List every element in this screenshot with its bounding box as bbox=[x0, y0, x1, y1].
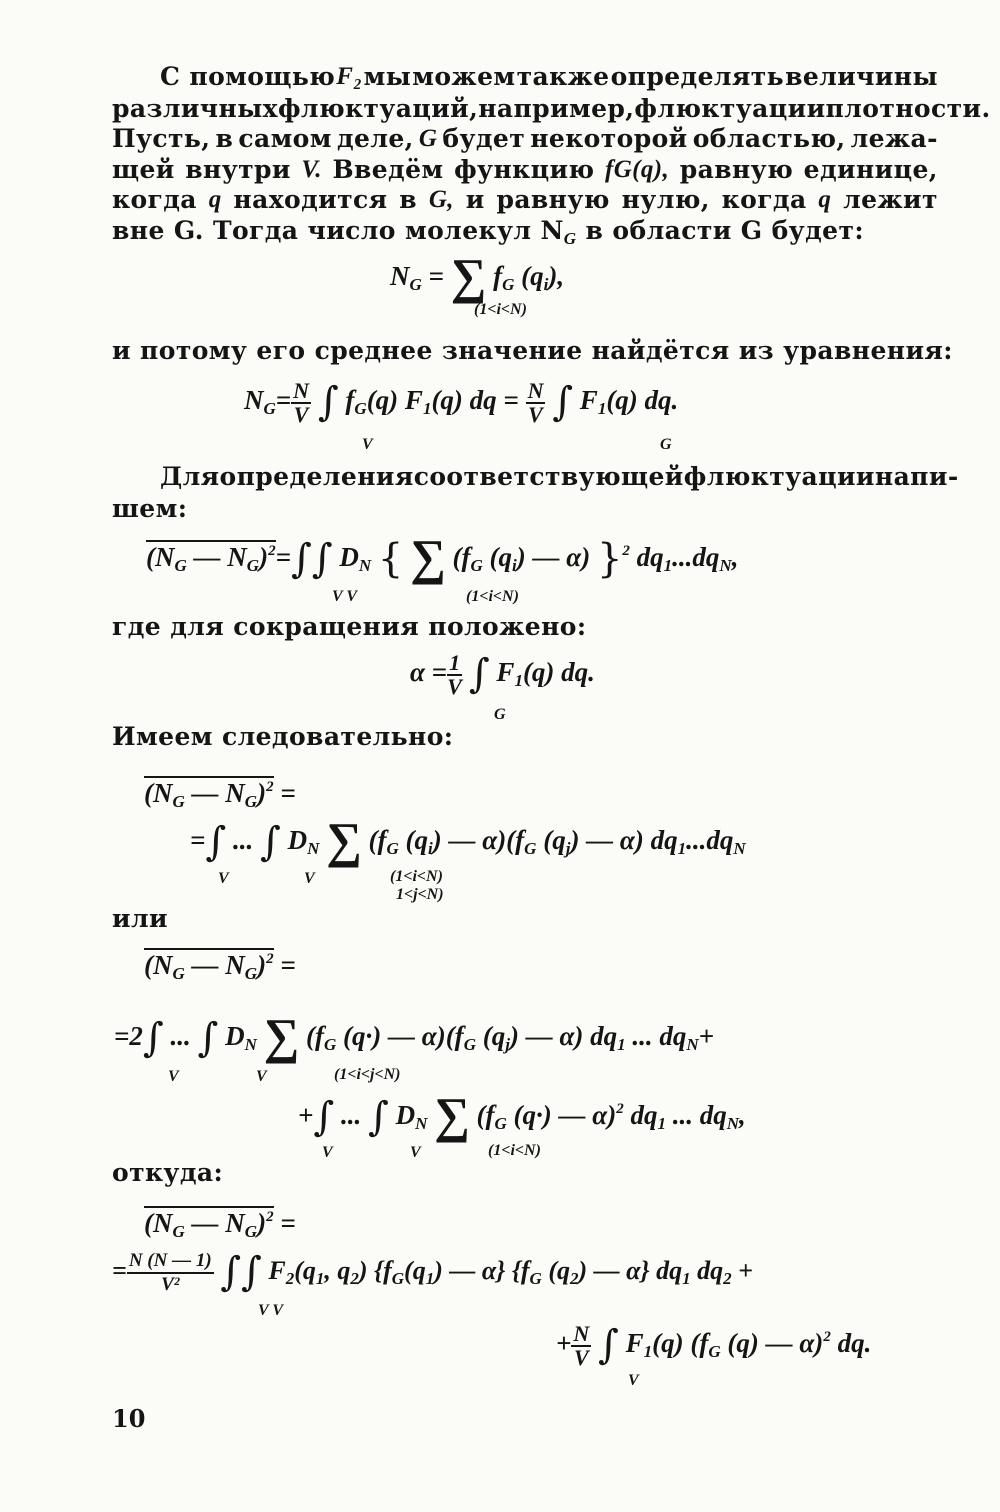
subscript: N bbox=[415, 1114, 428, 1133]
subscript: N bbox=[726, 1114, 739, 1133]
symbol: , bbox=[738, 1100, 746, 1130]
integral-limit: V bbox=[304, 870, 315, 887]
word: флюктуации bbox=[683, 462, 875, 491]
subscript: G bbox=[502, 275, 515, 294]
ellipsis: ... bbox=[340, 1100, 362, 1130]
subscript: 1 bbox=[657, 1114, 666, 1133]
superscript: 2 bbox=[616, 1101, 624, 1117]
sum-limits: (1<i<N) bbox=[474, 301, 527, 318]
subscript: G bbox=[172, 792, 185, 811]
subscript: G bbox=[470, 556, 483, 575]
subscript: G bbox=[409, 275, 422, 294]
subscript: i bbox=[512, 556, 517, 575]
symbol: , bbox=[731, 542, 739, 572]
symbol: D bbox=[395, 1100, 416, 1130]
symbol: dq bbox=[690, 1255, 724, 1285]
word: q bbox=[208, 186, 222, 213]
equation-6-lhs bbox=[144, 942, 296, 991]
brace: } bbox=[596, 536, 623, 582]
word: когда bbox=[721, 185, 807, 214]
symbol: (N bbox=[144, 950, 173, 980]
integral-sign: ∫ bbox=[367, 1094, 389, 1140]
symbol: ) — α)(f bbox=[432, 825, 525, 855]
subscript: G bbox=[563, 229, 577, 248]
ellipsis: ... bbox=[170, 1021, 191, 1051]
denominator: V² bbox=[161, 1274, 180, 1295]
paragraph-6: или bbox=[112, 904, 168, 933]
sum-limits: 1<j<N) bbox=[396, 886, 444, 903]
symbol: ) {f bbox=[358, 1255, 392, 1285]
subscript: G bbox=[244, 1222, 258, 1241]
integral-sign: ∫ bbox=[197, 1015, 219, 1061]
subscript: G bbox=[529, 1268, 542, 1288]
word: областью, bbox=[692, 124, 846, 153]
symbol: (q) dq. bbox=[606, 385, 679, 416]
equals-sign: = bbox=[273, 950, 296, 980]
sum-sign: ∑ bbox=[434, 1087, 470, 1143]
equation-4 bbox=[410, 652, 595, 698]
paragraph-1-line-5 bbox=[112, 185, 938, 215]
symbol: ) — α) dq bbox=[509, 1021, 618, 1051]
word: fG(q), bbox=[605, 156, 670, 183]
subscript: 1 bbox=[643, 1342, 653, 1361]
plus-sign: + bbox=[298, 1100, 314, 1130]
numerator: 1 bbox=[449, 650, 461, 675]
superscript: 2 bbox=[622, 543, 630, 559]
symbol: — N bbox=[184, 1208, 245, 1238]
integral-sign: ∫ bbox=[142, 1015, 164, 1061]
ellipsis: ... bbox=[232, 825, 254, 855]
integral-limit: V bbox=[410, 1144, 421, 1161]
subscript: N bbox=[719, 556, 732, 575]
subscript: N bbox=[358, 556, 372, 575]
symbol: ) bbox=[257, 778, 267, 808]
symbol: F bbox=[268, 1255, 286, 1285]
paragraph-5: Имеем следовательно: bbox=[112, 722, 454, 751]
numerator: N (N — 1) bbox=[127, 1250, 214, 1274]
word: можем bbox=[412, 62, 516, 91]
symbol: (q·) — α) bbox=[506, 1100, 617, 1130]
word: в bbox=[399, 185, 418, 214]
word: функцию bbox=[454, 155, 595, 184]
integral-limit: V bbox=[218, 870, 229, 887]
denominator: V bbox=[447, 674, 462, 699]
paragraph-1-line-2 bbox=[112, 94, 991, 124]
symbol: (f bbox=[476, 1100, 495, 1130]
equation-7-row-1 bbox=[112, 1250, 753, 1296]
symbol: ), bbox=[548, 261, 565, 291]
paragraph-7: откуда: bbox=[112, 1158, 224, 1187]
subscript: G bbox=[463, 1035, 476, 1054]
integral-sign: ∫∫ bbox=[220, 1248, 262, 1295]
word: равную bbox=[496, 185, 610, 214]
denominator: V bbox=[293, 402, 309, 427]
paragraph-1-line-3 bbox=[112, 124, 938, 154]
symbol: =2 bbox=[114, 1021, 143, 1051]
integral-limit: V bbox=[168, 1068, 179, 1085]
symbol: (q·) — α)(f bbox=[336, 1021, 464, 1051]
word: величины bbox=[785, 62, 938, 91]
subscript: 2 bbox=[285, 1268, 295, 1288]
denominator: V bbox=[528, 402, 543, 427]
equals-sign: = bbox=[428, 261, 444, 291]
subscript: 1 bbox=[315, 1268, 325, 1288]
integral-limit: V bbox=[362, 436, 373, 453]
equals-sign: = bbox=[190, 825, 206, 855]
word: С помощью bbox=[160, 62, 336, 91]
symbol: (f bbox=[306, 1021, 324, 1051]
sum-limits: (1<i<N) bbox=[390, 868, 443, 885]
symbol: (q bbox=[404, 1255, 426, 1285]
subscript: N bbox=[244, 1035, 257, 1054]
word: находится bbox=[233, 185, 388, 214]
text: в области G будет: bbox=[585, 216, 864, 245]
symbol: — N bbox=[184, 778, 245, 808]
superscript: 2 bbox=[268, 543, 276, 559]
subscript: 1 bbox=[425, 1268, 435, 1288]
sum-sign: ∑ bbox=[326, 812, 362, 868]
subscript: G bbox=[391, 1268, 405, 1288]
fraction bbox=[291, 380, 311, 426]
subscript: G bbox=[244, 964, 258, 983]
symbol: dq bbox=[623, 1100, 658, 1130]
subscript: G bbox=[708, 1342, 721, 1361]
paragraph-1-line-4 bbox=[112, 155, 938, 185]
numerator: N bbox=[293, 378, 310, 403]
overlined-expression bbox=[144, 776, 274, 811]
word: флюктуаций, bbox=[277, 94, 479, 123]
denominator: V bbox=[573, 1344, 589, 1370]
word: также bbox=[516, 62, 610, 91]
equals-sign: = bbox=[273, 1208, 296, 1238]
subscript: G bbox=[246, 556, 260, 575]
integral-limit: G bbox=[660, 436, 672, 453]
word: некоторой bbox=[530, 124, 688, 153]
numerator: N bbox=[573, 1320, 590, 1346]
subscript: G bbox=[524, 839, 537, 858]
word: Введём bbox=[332, 155, 444, 184]
word: например, bbox=[478, 94, 635, 123]
integral-sign: ∫ bbox=[468, 651, 490, 698]
sum-sign: ∑ bbox=[410, 529, 446, 585]
equation-2 bbox=[244, 380, 678, 426]
symbol: dq. bbox=[830, 1328, 872, 1358]
symbol: F bbox=[579, 385, 598, 416]
word: напи- bbox=[874, 462, 959, 491]
symbol: , q bbox=[324, 1255, 351, 1285]
integral-limit: V bbox=[322, 1144, 333, 1161]
word: G bbox=[418, 125, 438, 152]
fraction bbox=[526, 380, 546, 426]
symbol: (q bbox=[541, 1255, 570, 1285]
equals-sign: = bbox=[273, 778, 296, 808]
word: когда bbox=[112, 185, 197, 214]
symbol: D bbox=[287, 825, 308, 855]
symbol: f bbox=[345, 385, 355, 416]
symbol: ) bbox=[257, 950, 267, 980]
symbol: — N bbox=[184, 950, 245, 980]
numerator: N bbox=[527, 378, 544, 403]
plus-sign: + bbox=[556, 1328, 572, 1358]
word: F₂ bbox=[336, 63, 363, 90]
subscript: G bbox=[172, 964, 185, 983]
fraction bbox=[127, 1250, 214, 1296]
word: единице, bbox=[803, 155, 938, 184]
sum-limits: (1<i<N) bbox=[466, 588, 519, 605]
word: определения bbox=[219, 462, 414, 491]
fraction bbox=[447, 652, 462, 698]
symbol: ) — α) bbox=[516, 542, 591, 572]
symbol: ) — α} {f bbox=[434, 1255, 530, 1285]
word: и bbox=[465, 185, 485, 214]
symbol: D bbox=[339, 542, 359, 572]
equation-5-rhs bbox=[190, 812, 746, 868]
brace: { bbox=[377, 536, 404, 582]
word: флюктуации bbox=[634, 94, 826, 123]
subscript: N bbox=[307, 839, 320, 858]
word: Пусть, bbox=[112, 124, 211, 153]
symbol: F bbox=[496, 657, 515, 688]
word: плотности. bbox=[825, 94, 991, 123]
subscript: 2 bbox=[569, 1268, 579, 1288]
symbol: (q bbox=[475, 1021, 506, 1051]
symbol: F bbox=[625, 1328, 644, 1358]
sum-sign: ∑ bbox=[450, 248, 487, 304]
overlined-expression bbox=[144, 1206, 274, 1241]
paragraph-2: и потому его среднее значение найдётся из уравнения: bbox=[112, 336, 953, 365]
paragraph-1-line-6 bbox=[112, 216, 864, 254]
symbol: ... dq bbox=[625, 1021, 687, 1051]
integral-sign: ∫ bbox=[598, 1322, 619, 1368]
equals-sign: = bbox=[275, 542, 291, 572]
word: определять bbox=[610, 62, 785, 91]
symbol: N bbox=[390, 261, 410, 291]
symbol: — N bbox=[186, 542, 247, 572]
equals-sign: = bbox=[112, 1255, 127, 1285]
subscript: N bbox=[733, 839, 746, 858]
symbol: ...dq bbox=[672, 542, 720, 572]
subscript: G bbox=[174, 556, 187, 575]
paragraph-3-line-1 bbox=[160, 462, 959, 492]
word: щей bbox=[112, 155, 175, 184]
word: соответствующей bbox=[413, 462, 684, 491]
symbol: α = bbox=[410, 657, 448, 688]
equals-sign: = bbox=[275, 385, 292, 416]
symbol: (q bbox=[536, 825, 566, 855]
subscript: G bbox=[386, 839, 399, 858]
symbol: ...dq bbox=[686, 825, 734, 855]
integral-sign: ∫ bbox=[313, 1094, 335, 1140]
word: равную bbox=[679, 155, 794, 184]
subscript: N bbox=[686, 1035, 699, 1054]
symbol: (q) dq = bbox=[431, 385, 519, 416]
superscript: 2 bbox=[266, 1209, 274, 1225]
page-number: 10 bbox=[112, 1404, 146, 1433]
subscript: 1 bbox=[663, 556, 673, 575]
subscript: 1 bbox=[682, 1268, 691, 1288]
subscript: i bbox=[428, 839, 433, 858]
symbol: f bbox=[493, 261, 503, 291]
superscript: 2 bbox=[266, 951, 274, 967]
sum-limits: (1<i<N) bbox=[488, 1142, 541, 1159]
subscript: G bbox=[494, 1114, 507, 1133]
word: в bbox=[215, 124, 234, 153]
symbol: (q) F bbox=[366, 385, 423, 416]
symbol: (q bbox=[482, 542, 513, 572]
symbol: (f bbox=[368, 825, 387, 855]
subscript: 1 bbox=[514, 671, 523, 691]
symbol: N bbox=[244, 385, 264, 416]
superscript: 2 bbox=[823, 1329, 831, 1345]
symbol: (q bbox=[294, 1255, 316, 1285]
subscript: 2 bbox=[723, 1268, 732, 1288]
word: самом bbox=[238, 124, 332, 153]
fraction bbox=[571, 1320, 591, 1370]
word: нулю, bbox=[621, 185, 710, 214]
word: внутри bbox=[185, 155, 291, 184]
subscript: 1 bbox=[597, 399, 607, 419]
word: деле, bbox=[336, 124, 414, 153]
subscript: G bbox=[244, 792, 258, 811]
word: q bbox=[818, 186, 832, 213]
symbol: (q bbox=[398, 825, 429, 855]
symbol: (f bbox=[452, 542, 471, 572]
symbol: ... dq bbox=[665, 1100, 727, 1130]
subscript: 1 bbox=[617, 1035, 626, 1054]
symbol: D bbox=[225, 1021, 245, 1051]
word: лежит bbox=[843, 185, 938, 214]
subscript: 1 bbox=[677, 839, 687, 858]
word: Для bbox=[160, 462, 220, 491]
paragraph-1-line-1 bbox=[160, 62, 938, 92]
equation-3 bbox=[146, 529, 739, 585]
sum-limits: (1<i<j<N) bbox=[334, 1066, 401, 1083]
integral-sign: ∫∫ bbox=[290, 536, 333, 582]
symbol: ) bbox=[257, 1208, 267, 1238]
equation-5-lhs bbox=[144, 770, 296, 819]
paragraph-4: где для сокращения положено: bbox=[112, 612, 587, 641]
symbol: (q bbox=[521, 261, 544, 291]
text: вне G. Тогда число молекул N bbox=[112, 216, 564, 245]
word: G, bbox=[428, 186, 454, 213]
integral-limit: V bbox=[628, 1372, 639, 1389]
subscript: G bbox=[324, 1035, 337, 1054]
symbol: (q) — α) bbox=[720, 1328, 824, 1358]
integral-limits: V V bbox=[332, 588, 358, 605]
integral-sign: ∫ bbox=[317, 379, 339, 426]
word: различных bbox=[112, 94, 278, 123]
plus-sign: + bbox=[731, 1255, 753, 1285]
subscript: G bbox=[354, 399, 367, 419]
paragraph-3-line-2: шем: bbox=[112, 494, 188, 523]
integral-limits: V V bbox=[258, 1302, 284, 1319]
overlined-expression bbox=[144, 948, 274, 983]
word: лежа- bbox=[850, 124, 938, 153]
symbol: dq bbox=[636, 542, 664, 572]
subscript: G bbox=[172, 1222, 185, 1241]
subscript: j bbox=[565, 839, 571, 858]
sum-sign: ∑ bbox=[263, 1008, 300, 1064]
subscript: i bbox=[543, 275, 549, 294]
symbol: (N bbox=[144, 778, 173, 808]
equation-6-row-1 bbox=[114, 1008, 715, 1064]
equation-7-lhs bbox=[144, 1200, 296, 1249]
subscript: G bbox=[263, 399, 276, 419]
superscript: 2 bbox=[266, 779, 274, 795]
symbol: (N bbox=[144, 1208, 173, 1238]
word: будет bbox=[442, 124, 526, 153]
symbol: ) — α) dq bbox=[570, 825, 678, 855]
integral-limit: V bbox=[256, 1068, 267, 1085]
integral-sign: ∫ bbox=[205, 819, 227, 865]
symbol: (q) (f bbox=[652, 1328, 709, 1358]
integral-sign: ∫ bbox=[259, 819, 281, 865]
subscript: 1 bbox=[422, 399, 432, 419]
symbol: ) — α} dq bbox=[578, 1255, 683, 1285]
integral-sign: ∫ bbox=[552, 379, 574, 426]
overlined-expression bbox=[146, 540, 276, 575]
integral-limit: G bbox=[494, 706, 506, 723]
symbol: ) bbox=[259, 542, 269, 572]
symbol: (q) dq. bbox=[522, 657, 595, 688]
symbol: (N bbox=[146, 542, 175, 572]
word: мы bbox=[363, 62, 412, 91]
subscript: 2 bbox=[350, 1268, 359, 1288]
word: V. bbox=[301, 156, 322, 183]
plus-sign: + bbox=[698, 1021, 715, 1051]
equation-7-row-2 bbox=[556, 1320, 871, 1369]
equation-1 bbox=[390, 248, 565, 304]
subscript: j bbox=[505, 1035, 510, 1054]
